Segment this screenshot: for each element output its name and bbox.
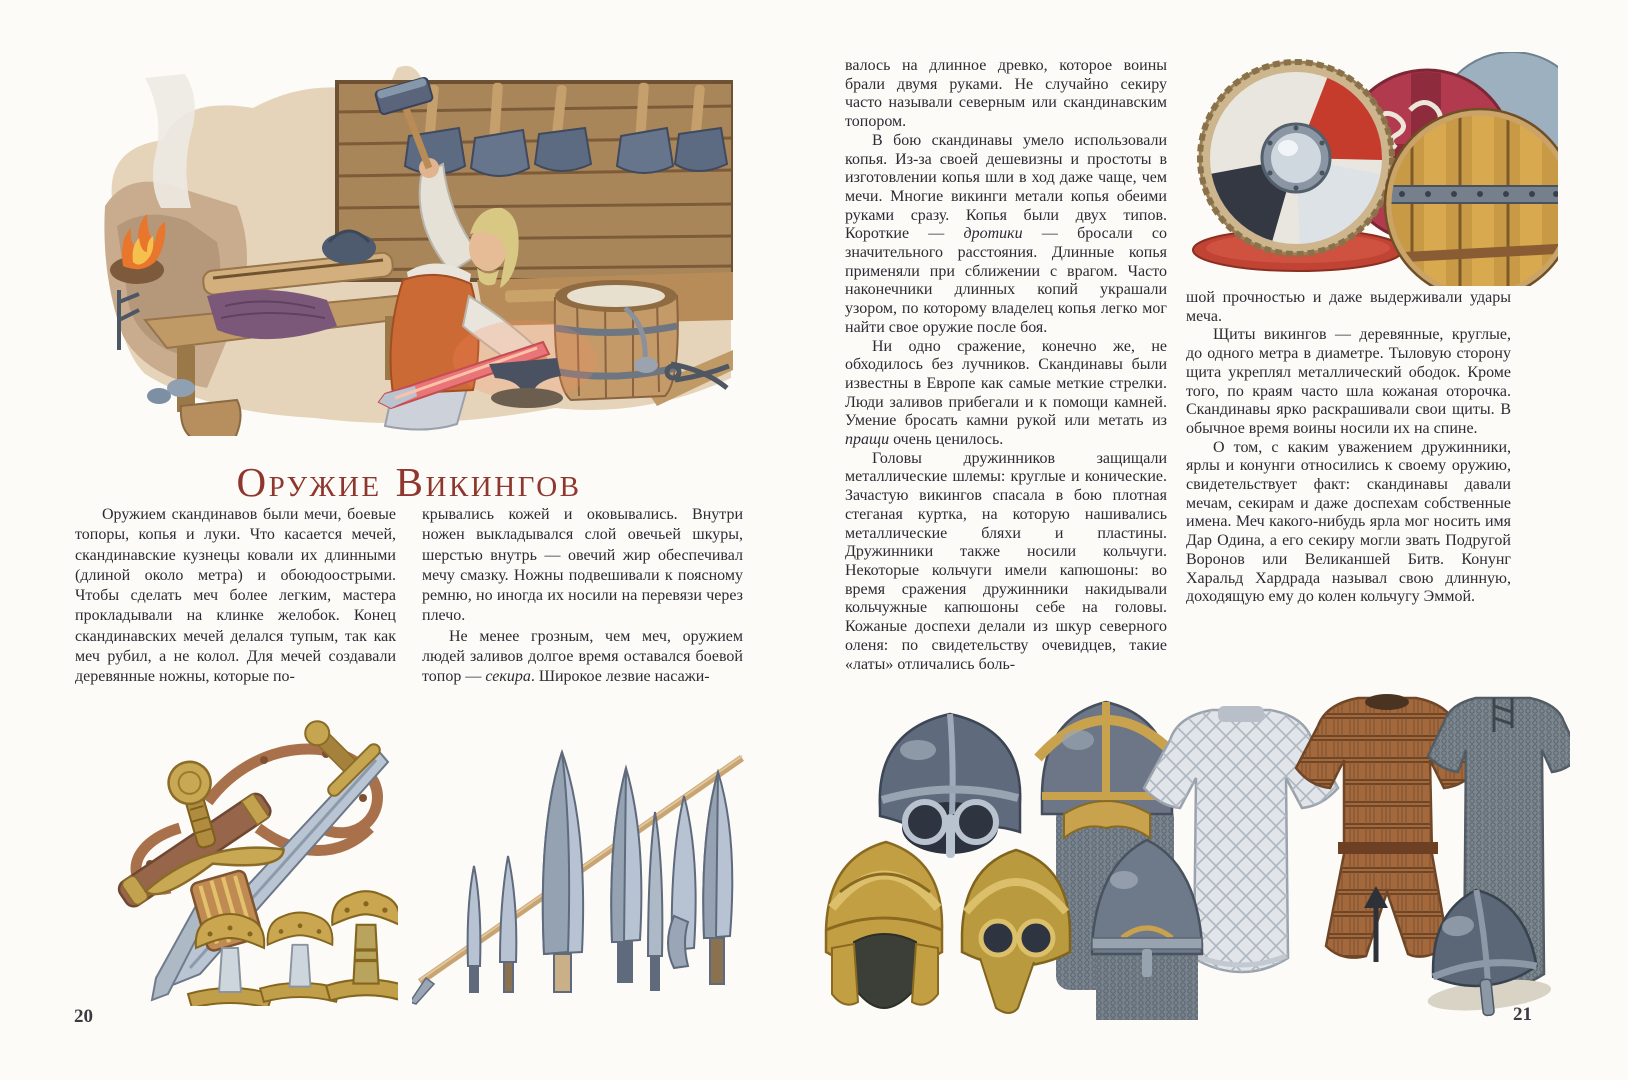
armor-illustration [806, 686, 1570, 1020]
kettle [322, 232, 376, 264]
text-column [75, 505, 396, 688]
paragraph: О том, с каким уважением дружинники, ярлы и конунги относились к своему оружию, свидетельствует факт: скандинавы давали мечам, секирам и даже доспехам собственные имена. Меч какого-нибудь ярла мог носить имя Дар Одина, а его секиру могли звать Подругой Воронов или Великаншей Битв. Конунг Харальд Хардрада называл свою длинную, доходящую ему до колен кольчугу Эммой. [1186, 438, 1511, 606]
left-page-text [75, 505, 743, 688]
right-page-column-2 [1186, 289, 1511, 607]
page-number-left: 20 [74, 1006, 93, 1027]
swords-illustration [58, 706, 398, 1006]
paragraph: валось на длинное древко, которое воины брали двумя руками. Не случайно секиру часто называли северным или скандинавским топором. [845, 57, 1167, 131]
paragraph: Не менее грозным, чем меч, оружием людей заливов долгое время оставался боевой топор — секира. Широкое лезвие насажи- [422, 627, 743, 686]
paragraph: Щиты викингов — деревянные, круглые, до одного метра в диаметре. Тыловую сторону щита укреплял металлический ободок. Кроме того, по краям часто шла кожаная оторочка. Скандинавы ярко раскрашивали свои щиты. В обычное время воины носили их на спине. [1186, 326, 1511, 437]
helmet-gold-crested [826, 842, 942, 1008]
shield-left-quartered [1200, 62, 1392, 254]
paragraph: Оружием скандинавов были мечи, боевые топоры, копья и луки. Что касается мечей, скандинавские кузнецы ковали их длинными (длиной около метра) и обоюдоострыми. Чтобы сделать меч более легким, мастера прокладывали на клинке желобок. Конец скандинавских мечей делался тупым, так как меч рубил, а не колол. Для мечей создавали деревянные ножны, которые по- [75, 506, 396, 686]
text-column [422, 505, 743, 688]
helmet-spectacle [880, 714, 1020, 858]
paragraph: крывались кожей и оковывались. Внутри ножен выкладывался слой овечьей шкуры, шерстью внутрь — овечий жир обеспечивал мечу смазку. Ножны подвешивали к поясному ремню, но иногда их носили на перевязи через плечо. [422, 506, 743, 625]
paragraph: В бою скандинавы умело использовали копья. Из-за своей дешевизны и простоты в изготовлении копья шли в ход даже чаще, чем мечи. Многие викинги метали копья обеими руками сразу. Копья были двух типов. Короткие — дротики — бросали со значительного расстояния. Длинные копья применяли при сближении с врагом. Часто наконечники длинных копий украшали узором, по которому владелец копья легко мог найти свое оружие после боя. [845, 131, 1168, 336]
page-number-right: 21 [1513, 1004, 1532, 1025]
paragraph: Головы дружинников защищали металлические шлемы: круглые и конические. Зачастую викингов спасала в бою плотная стеганая куртка, на которую нашивались металлические бляхи и пластины. Дружинники также носили кольчуги. Некоторые кольчуги имели капюшоны: во время сражения дружинники накидывали кольчужные капюшоны себе на головы. Кожаные доспехи делали из шкур северного оленя: по свидетельству очевидцев, такие «латы» отличались боль- [845, 449, 1167, 673]
spearheads [468, 752, 733, 992]
paragraph: Ни одно сражение, конечно же, не обходилось без лучников. Скандинавы были известны в Европе как самые меткие стрелки. Люди заливов прибегали и к помощи камней. Умение бросать камни рукой или метать из пращи очень ценилось. [845, 337, 1167, 449]
spear-tip [412, 978, 434, 1004]
bucket [181, 400, 241, 436]
shields-illustration [1180, 52, 1558, 286]
right-page-column-1 [845, 57, 1167, 674]
forge-illustration [85, 56, 733, 436]
helmet-gold-spectacle [962, 850, 1070, 1013]
spears-illustration [412, 716, 748, 1006]
paragraph: шой прочностью и даже выдерживали удары меча. [1186, 289, 1511, 325]
page-title: ОРУЖИЕ ВИКИНГОВ [236, 459, 582, 506]
